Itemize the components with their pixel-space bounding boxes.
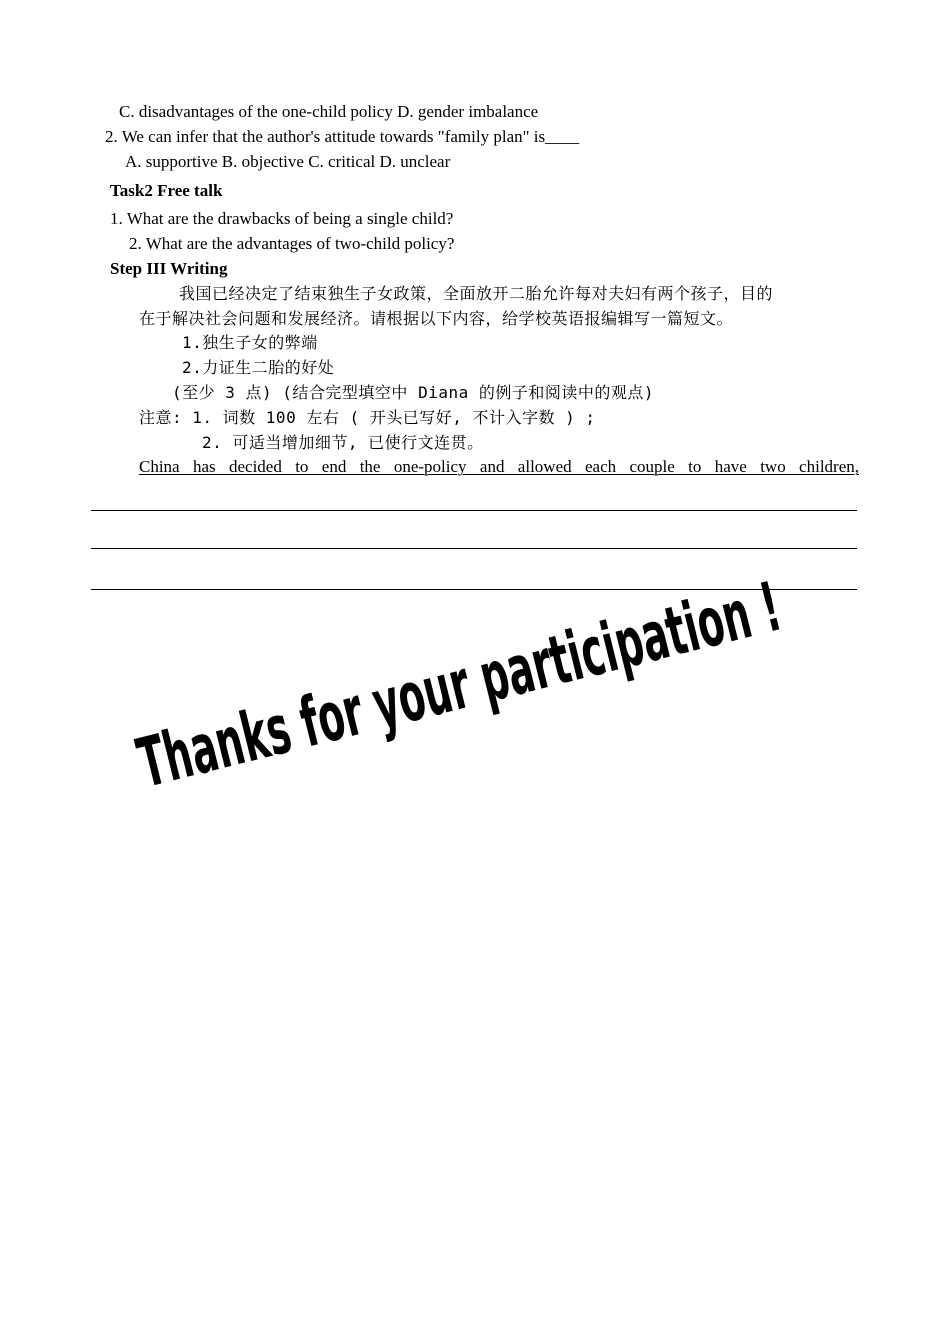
writing-notice-1: 注意: 1. 词数 100 左右 ( 开头已写好, 不计入字数 ) ;: [139, 408, 596, 427]
writing-notice-2: 2. 可适当增加细节, 已使行文连贯。: [202, 433, 484, 452]
writing-prompt-line-1: 我国已经决定了结束独生子女政策，全面放开二胎允许每对夫妇有两个孩子，目的: [179, 284, 774, 303]
question-2-text: 2. We can infer that the author's attitude towards "family plan" is____: [105, 127, 580, 146]
writing-opening-sentence: China has decided to end the one-policy and allowed each couple to have two children,: [139, 457, 859, 476]
task2-heading: Task2 Free talk: [110, 181, 223, 200]
writing-point-note: (至少 3 点) (结合完型填空中 Diana 的例子和阅读中的观点): [172, 383, 654, 402]
writing-point-2: 2.力证生二胎的好处: [182, 358, 335, 377]
thanks-wordart: Thanks for your participation !: [130, 567, 789, 804]
writing-prompt-line-2: 在于解决社会问题和发展经济。请根据以下内容，给学校英语报编辑写一篇短文。: [139, 309, 734, 328]
task2-question-2: 2. What are the advantages of two-child policy?: [129, 234, 455, 253]
step3-heading: Step III Writing: [110, 259, 228, 278]
question-2-options: A. supportive B. objective C. critical D. unclear: [125, 152, 451, 171]
task2-question-1: 1. What are the drawbacks of being a single child?: [110, 209, 454, 228]
writing-answer-line-2[interactable]: [91, 548, 857, 549]
writing-point-1: 1.独生子女的弊端: [182, 333, 318, 352]
question-1-options-c-d: C. disadvantages of the one-child policy D. gender imbalance: [119, 102, 539, 121]
writing-answer-line-1[interactable]: [91, 510, 857, 511]
